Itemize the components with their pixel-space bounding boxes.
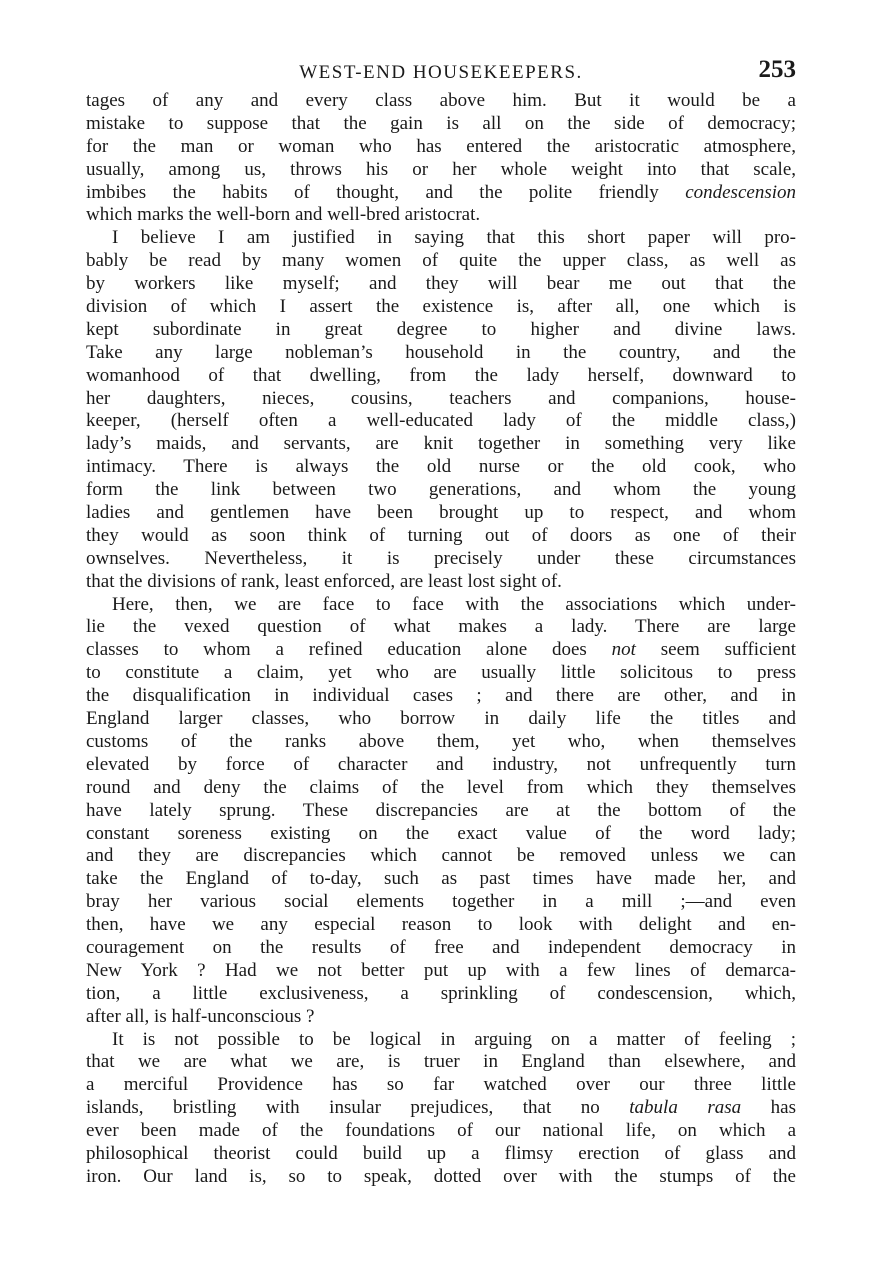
text-line xyxy=(86,823,796,846)
text-run: they would as soon think of turning out of doors as one of their xyxy=(86,524,796,546)
text-run: customs of the ranks above them, yet who, when themselves xyxy=(86,730,796,752)
text-line xyxy=(86,1166,796,1189)
text-run: then, have we any especial reason to look with delight and en- xyxy=(86,914,796,936)
text-run: to constitute a claim, yet who are usually little solicitous to press xyxy=(86,662,796,684)
text-line xyxy=(86,754,796,777)
text-run: constant soreness existing on the exact value of the word lady; xyxy=(86,822,796,844)
text-line xyxy=(86,525,796,548)
text-line xyxy=(86,388,796,411)
text-run: by workers like myself; and they will bear me out that the xyxy=(86,273,796,295)
text-line xyxy=(86,891,796,914)
text-line xyxy=(86,1074,796,1097)
running-title: WEST-END HOUSEKEEPERS. xyxy=(299,62,583,83)
text-line xyxy=(86,410,796,433)
text-run: I believe I am justified in saying that this short paper will pro- xyxy=(112,227,796,249)
text-run: iron. Our land is, so to speak, dotted over with the stumps of the xyxy=(86,1165,796,1187)
text-line xyxy=(86,983,796,1006)
text-line xyxy=(86,868,796,891)
text-line xyxy=(86,159,796,182)
body-text xyxy=(86,90,796,1189)
text-run: lie the vexed question of what makes a lady. There are large xyxy=(86,616,796,638)
text-run: her daughters, nieces, cousins, teachers and companions, house- xyxy=(86,387,796,409)
text-run: Here, then, we are face to face with the associations which under- xyxy=(112,593,796,615)
text-line xyxy=(86,113,796,136)
text-run: division of which I assert the existence is, after all, one which is xyxy=(86,296,796,318)
text-run: islands, bristling with insular prejudices, that no xyxy=(86,1097,630,1119)
text-line xyxy=(86,777,796,800)
text-run: classes to whom a refined education alone does xyxy=(86,639,612,661)
text-run: mistake to suppose that the gain is all on the side of democracy; xyxy=(86,112,796,134)
text-run: ownselves. Nevertheless, it is precisely under these circumstances xyxy=(86,547,796,569)
text-line xyxy=(86,296,796,319)
text-line xyxy=(86,1029,796,1052)
text-line xyxy=(86,365,796,388)
text-line xyxy=(86,662,796,685)
text-run: and they are discrepancies which cannot be removed unless we can xyxy=(86,845,796,867)
text-run: usually, among us, throws his or her whole weight into that scale, xyxy=(86,158,796,180)
text-run: elevated by force of character and industry, not unfrequently turn xyxy=(86,753,796,775)
text-run: tages of any and every class above him. But it would be a xyxy=(86,90,796,111)
text-run: Take any large nobleman’s household in the country, and the xyxy=(86,341,796,363)
text-run: It is not possible to be logical in arguing on a matter of feeling ; xyxy=(112,1028,796,1050)
text-run: a merciful Providence has so far watched over our three little xyxy=(86,1074,796,1096)
text-line xyxy=(86,1143,796,1166)
italic-phrase: not xyxy=(611,639,636,661)
text-run: have lately sprung. These discrepancies are at the bottom of the xyxy=(86,799,796,821)
text-run: ever been made of the foundations of our national life, on which a xyxy=(86,1120,796,1142)
text-line xyxy=(86,548,796,571)
text-run: tion, a little exclusiveness, a sprinkling of condescension, which, xyxy=(86,982,796,1004)
text-line xyxy=(86,616,796,639)
text-line xyxy=(86,136,796,159)
text-line xyxy=(86,456,796,479)
text-line xyxy=(86,433,796,456)
text-line xyxy=(86,594,796,617)
text-line xyxy=(86,1051,796,1074)
text-run: ladies and gentlemen have been brought up to respect, and whom xyxy=(86,502,796,524)
text-run: New York ? Had we not better put up with a few lines of demarca- xyxy=(86,959,796,981)
text-run: bray her various social elements together in a mill ;—and even xyxy=(86,891,796,913)
text-line xyxy=(86,708,796,731)
text-run: which marks the well-born and well-bred aristocrat. xyxy=(86,204,481,226)
text-run: womanhood of that dwelling, from the lady herself, downward to xyxy=(86,364,796,386)
text-line xyxy=(86,250,796,273)
text-run: has xyxy=(741,1097,796,1119)
text-line xyxy=(86,1120,796,1143)
text-run: round and deny the claims of the level from which they themselves xyxy=(86,776,796,798)
text-run: lady’s maids, and servants, are knit together in something very like xyxy=(86,433,796,455)
text-line xyxy=(86,845,796,868)
text-run: that the divisions of rank, least enforced, are least lost sight of. xyxy=(86,570,562,592)
text-run: England larger classes, who borrow in daily life the titles and xyxy=(86,708,796,730)
text-line xyxy=(86,571,796,594)
text-line xyxy=(86,1097,796,1120)
text-line xyxy=(86,342,796,365)
text-line xyxy=(86,1006,796,1029)
text-line xyxy=(86,227,796,250)
text-run: philosophical theorist could build up a flimsy erection of glass and xyxy=(86,1142,796,1164)
text-line xyxy=(86,90,796,113)
text-line xyxy=(86,273,796,296)
text-line xyxy=(86,685,796,708)
italic-phrase: condescension xyxy=(685,181,796,203)
text-run: the disqualification in individual cases ; and there are other, and in xyxy=(86,685,796,707)
text-line xyxy=(86,204,796,227)
text-run: intimacy. There is always the old nurse or the old cook, who xyxy=(86,456,796,478)
text-run: for the man or woman who has entered the aristocratic atmosphere, xyxy=(86,135,796,157)
page-number: 253 xyxy=(758,56,796,83)
text-line xyxy=(86,479,796,502)
text-run: imbibes the habits of thought, and the polite friendly xyxy=(86,181,686,203)
text-run: bably be read by many women of quite the upper class, as well as xyxy=(86,250,796,272)
text-line xyxy=(86,319,796,342)
text-run: keeper, (herself often a well-educated lady of the middle class,) xyxy=(86,410,796,432)
text-run: that we are what we are, is truer in England than elsewhere, and xyxy=(86,1051,796,1073)
book-page xyxy=(86,56,796,1189)
text-run: take the England of to-day, such as past times have made her, and xyxy=(86,868,796,890)
text-line xyxy=(86,731,796,754)
text-line xyxy=(86,639,796,662)
text-line xyxy=(86,800,796,823)
text-run: form the link between two generations, and whom the young xyxy=(86,479,796,501)
running-head xyxy=(86,56,796,88)
text-line xyxy=(86,502,796,525)
text-line xyxy=(86,937,796,960)
text-run: couragement on the results of free and independent democracy in xyxy=(86,936,796,958)
italic-phrase: tabula rasa xyxy=(629,1097,742,1119)
text-line xyxy=(86,914,796,937)
text-line xyxy=(86,182,796,205)
text-run: after all, is half-unconscious ? xyxy=(86,1005,315,1027)
text-run: kept subordinate in great degree to higher and divine laws. xyxy=(86,318,796,340)
text-line xyxy=(86,960,796,983)
text-run: seem sufficient xyxy=(635,639,796,661)
